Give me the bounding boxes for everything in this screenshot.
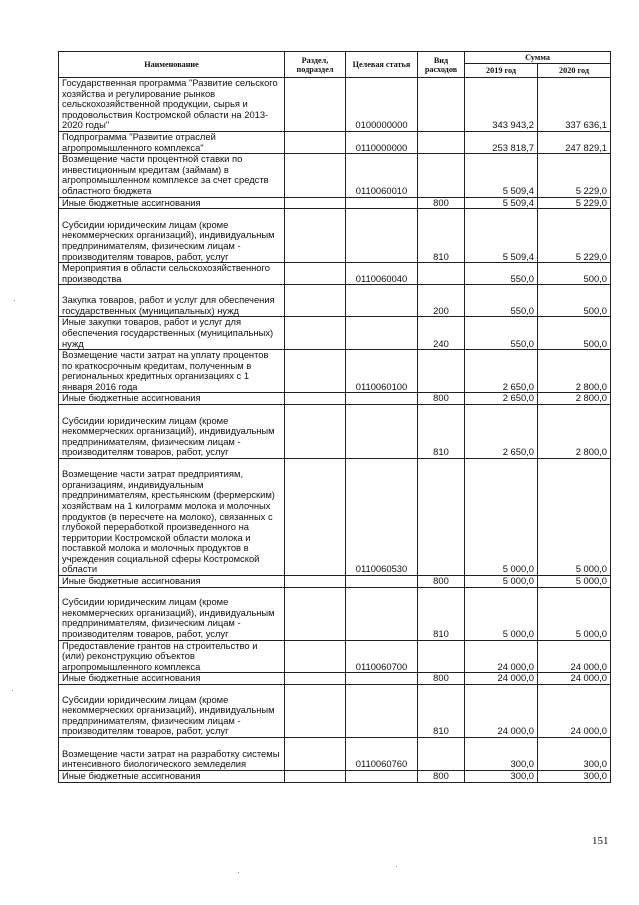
table-row xyxy=(59,197,611,209)
cell-expense-type xyxy=(418,640,465,673)
cell-expense-type: 810 xyxy=(418,587,465,640)
cell-name: Иные бюджетные ассигнования xyxy=(59,393,285,405)
cell-name: Возмещение части затрат на уплату процентов по краткосрочным кредитам, полученным в региональных кредитных организациях с 1 января 2016 года xyxy=(59,350,285,393)
cell-2019: 343 943,2 xyxy=(465,78,538,132)
cell-name: Иные бюджетные ассигнования xyxy=(59,673,285,685)
cell-2019: 24 000,0 xyxy=(465,640,538,673)
cell-name: Предоставление грантов на строительство и (или) реконструкцию объектов агропромышленного комплекса xyxy=(59,640,285,673)
cell-section xyxy=(285,576,346,588)
cell-name: Иные бюджетные ассигнования xyxy=(59,197,285,209)
cell-target: 0110060530 xyxy=(346,459,418,576)
table-row xyxy=(59,317,611,350)
cell-name: Субсидии юридическим лицам (кроме некоммерческих организаций), индивидуальным предпринимателям, физическим лицам - производителям товаров, работ, услуг xyxy=(59,685,285,738)
cell-2020: 2 800,0 xyxy=(538,405,611,459)
cell-name: Иные бюджетные ассигнования xyxy=(59,576,285,588)
cell-section xyxy=(285,405,346,459)
cell-target: 0110060010 xyxy=(346,154,418,197)
cell-expense-type xyxy=(418,263,465,285)
cell-expense-type: 810 xyxy=(418,685,465,738)
cell-expense-type: 800 xyxy=(418,771,465,783)
table-row xyxy=(59,350,611,393)
cell-section xyxy=(285,640,346,673)
cell-2020: 247 829,1 xyxy=(538,131,611,153)
cell-section xyxy=(285,209,346,263)
scan-speck xyxy=(14,300,15,301)
cell-section xyxy=(285,285,346,317)
cell-target xyxy=(346,317,418,350)
cell-target xyxy=(346,209,418,263)
cell-section xyxy=(285,673,346,685)
cell-name: Возмещение части процентной ставки по инвестиционным кредитам (займам) в агропромышленном комплексе за счет средств областного бюджета xyxy=(59,154,285,197)
cell-2019: 253 818,7 xyxy=(465,131,538,153)
table-row xyxy=(59,393,611,405)
cell-2019: 550,0 xyxy=(465,263,538,285)
cell-expense-type xyxy=(418,78,465,132)
cell-name: Субсидии юридическим лицам (кроме некоммерческих организаций), индивидуальным предпринимателям, физическим лицам - производителям товаров, работ, услуг xyxy=(59,209,285,263)
cell-expense-type: 810 xyxy=(418,405,465,459)
cell-section xyxy=(285,197,346,209)
cell-2020: 5 000,0 xyxy=(538,587,611,640)
cell-target xyxy=(346,285,418,317)
cell-name: Государственная программа "Развитие сельского хозяйства и регулирование рынков сельскохозяйственной продукции, сырья и продовольствия Костромской области на 2013-2020 годы" xyxy=(59,78,285,132)
table-row xyxy=(59,673,611,685)
cell-2019: 2 650,0 xyxy=(465,393,538,405)
cell-2020: 300,0 xyxy=(538,771,611,783)
table-row xyxy=(59,587,611,640)
cell-target xyxy=(346,393,418,405)
cell-expense-type: 800 xyxy=(418,673,465,685)
cell-2020: 500,0 xyxy=(538,317,611,350)
page-number: 151 xyxy=(592,835,609,847)
cell-2019: 300,0 xyxy=(465,771,538,783)
scan-speck xyxy=(396,866,397,867)
cell-2020: 337 636,1 xyxy=(538,78,611,132)
cell-2019: 550,0 xyxy=(465,285,538,317)
cell-section xyxy=(285,685,346,738)
cell-2020: 2 800,0 xyxy=(538,350,611,393)
table-body xyxy=(59,78,611,783)
cell-2019: 24 000,0 xyxy=(465,685,538,738)
table-row xyxy=(59,771,611,783)
cell-2020: 500,0 xyxy=(538,285,611,317)
header-name: Наименование xyxy=(59,52,285,78)
cell-section xyxy=(285,587,346,640)
header-expense-type: Вид расходов xyxy=(418,52,465,78)
cell-expense-type: 800 xyxy=(418,197,465,209)
cell-2019: 5 509,4 xyxy=(465,197,538,209)
cell-section xyxy=(285,154,346,197)
cell-name: Иные закупки товаров, работ и услуг для обеспечения государственных (муниципальных) нужд xyxy=(59,317,285,350)
cell-name: Закупка товаров, работ и услуг для обеспечения государственных (муниципальных) нужд xyxy=(59,285,285,317)
cell-2020: 5 000,0 xyxy=(538,459,611,576)
header-sum: Сумма xyxy=(465,52,611,64)
cell-2019: 24 000,0 xyxy=(465,673,538,685)
table-row xyxy=(59,154,611,197)
cell-target xyxy=(346,771,418,783)
cell-2019: 2 650,0 xyxy=(465,405,538,459)
cell-2020: 24 000,0 xyxy=(538,640,611,673)
table-row xyxy=(59,78,611,132)
cell-target xyxy=(346,685,418,738)
cell-2019: 5 000,0 xyxy=(465,459,538,576)
cell-2020: 5 229,0 xyxy=(538,154,611,197)
header-2019: 2019 год xyxy=(465,64,538,78)
cell-2019: 5 000,0 xyxy=(465,587,538,640)
cell-name: Субсидии юридическим лицам (кроме некоммерческих организаций), индивидуальным предпринимателям, физическим лицам - производителям товаров, работ, услуг xyxy=(59,587,285,640)
cell-section xyxy=(285,771,346,783)
cell-name: Мероприятия в области сельскохозяйственного производства xyxy=(59,263,285,285)
cell-name: Иные бюджетные ассигнования xyxy=(59,771,285,783)
table-row xyxy=(59,285,611,317)
cell-2020: 2 800,0 xyxy=(538,393,611,405)
cell-name: Возмещение части затрат на разработку системы интенсивного биологического земледелия xyxy=(59,738,285,771)
cell-target: 0110060100 xyxy=(346,350,418,393)
cell-target: 0110060040 xyxy=(346,263,418,285)
cell-target xyxy=(346,197,418,209)
cell-name: Субсидии юридическим лицам (кроме некоммерческих организаций), индивидуальным предпринимателям, физическим лицам - производителям товаров, работ, услуг xyxy=(59,405,285,459)
cell-section xyxy=(285,459,346,576)
table-row xyxy=(59,459,611,576)
cell-2020: 300,0 xyxy=(538,738,611,771)
cell-section xyxy=(285,78,346,132)
cell-expense-type xyxy=(418,738,465,771)
cell-expense-type: 200 xyxy=(418,285,465,317)
cell-section xyxy=(285,131,346,153)
table-row xyxy=(59,640,611,673)
cell-target: 0110060700 xyxy=(346,640,418,673)
cell-2020: 5 229,0 xyxy=(538,209,611,263)
cell-expense-type: 800 xyxy=(418,393,465,405)
cell-section xyxy=(285,263,346,285)
cell-target xyxy=(346,576,418,588)
cell-section xyxy=(285,317,346,350)
cell-2020: 5 229,0 xyxy=(538,197,611,209)
cell-target: 0110000000 xyxy=(346,131,418,153)
cell-expense-type xyxy=(418,154,465,197)
budget-table xyxy=(58,51,611,783)
cell-expense-type xyxy=(418,131,465,153)
cell-2020: 5 000,0 xyxy=(538,576,611,588)
cell-target xyxy=(346,587,418,640)
header-2020: 2020 год xyxy=(538,64,611,78)
cell-target: 0110060760 xyxy=(346,738,418,771)
cell-2020: 500,0 xyxy=(538,263,611,285)
cell-target xyxy=(346,673,418,685)
scan-speck xyxy=(238,872,239,873)
cell-expense-type: 810 xyxy=(418,209,465,263)
cell-2019: 5 509,4 xyxy=(465,154,538,197)
table-row xyxy=(59,738,611,771)
header-target: Целевая статья xyxy=(346,52,418,78)
cell-name: Подпрограмма "Развитие отраслей агропромышленного комплекса" xyxy=(59,131,285,153)
cell-section xyxy=(285,393,346,405)
cell-name: Возмещение части затрат предприятиям, организациям, индивидуальным предпринимателям, крестьянским (фермерским) хозяйствам на 1 килограмм молока и молочных продуктов (в пересчете на молоко), связанных с глубокой переработкой произведенного на территории Костромской области молока и поставкой молока и молочных продуктов в учреждения социальной сферы Костромской области xyxy=(59,459,285,576)
table-row xyxy=(59,576,611,588)
cell-2019: 300,0 xyxy=(465,738,538,771)
cell-expense-type xyxy=(418,459,465,576)
scan-speck xyxy=(12,690,13,691)
table-row xyxy=(59,405,611,459)
table-row xyxy=(59,685,611,738)
cell-section xyxy=(285,738,346,771)
cell-expense-type: 240 xyxy=(418,317,465,350)
cell-2020: 24 000,0 xyxy=(538,685,611,738)
table-row xyxy=(59,209,611,263)
cell-section xyxy=(285,350,346,393)
cell-2019: 5 509,4 xyxy=(465,209,538,263)
cell-target xyxy=(346,405,418,459)
cell-2019: 550,0 xyxy=(465,317,538,350)
header-section: Раздел, подраздел xyxy=(285,52,346,78)
table-row xyxy=(59,263,611,285)
cell-target: 0100000000 xyxy=(346,78,418,132)
cell-2019: 5 000,0 xyxy=(465,576,538,588)
cell-2020: 24 000,0 xyxy=(538,673,611,685)
cell-2019: 2 650,0 xyxy=(465,350,538,393)
table-header xyxy=(59,52,611,78)
cell-expense-type: 800 xyxy=(418,576,465,588)
table-row xyxy=(59,131,611,153)
cell-expense-type xyxy=(418,350,465,393)
